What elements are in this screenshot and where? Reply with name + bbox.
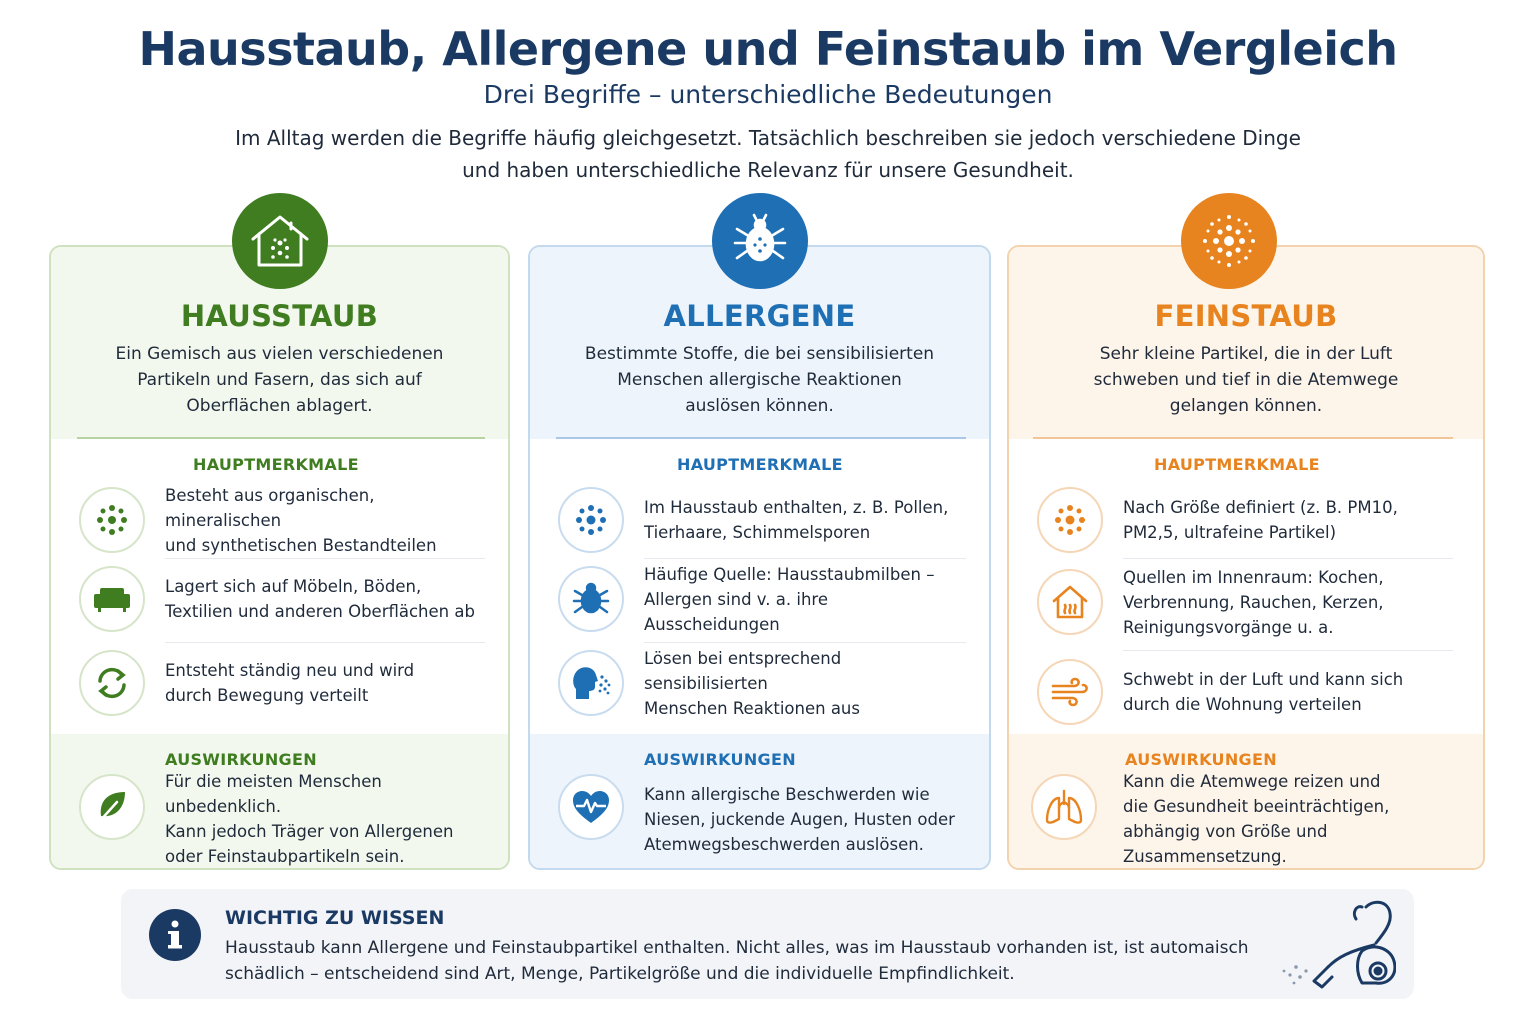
sofa-icon bbox=[79, 566, 145, 632]
feature-text bbox=[644, 495, 948, 545]
feature-line: Textilien und anderen Oberflächen ab bbox=[165, 602, 475, 621]
feature-line: Lagert sich auf Möbeln, Böden, bbox=[165, 577, 422, 596]
wind-icon bbox=[1037, 659, 1103, 725]
effects-line: Kann die Atemwege reizen und bbox=[1123, 772, 1381, 791]
effects-line: Kann jedoch Träger von Allergenen bbox=[165, 822, 454, 841]
feature-text bbox=[165, 483, 484, 558]
effects-heading: AUSWIRKUNGEN bbox=[1125, 750, 1277, 769]
info-heading: WICHTIG ZU WISSEN bbox=[225, 907, 445, 929]
heart-pulse-icon bbox=[558, 774, 624, 840]
head-breathing-icon bbox=[558, 650, 624, 716]
feature-line: Häufige Quelle: Hausstaubmilben – bbox=[644, 564, 935, 584]
desc-line: schweben und tief in die Atemwege bbox=[1093, 370, 1399, 390]
desc-line: auslösen können. bbox=[685, 396, 834, 416]
mite-icon bbox=[712, 193, 808, 289]
feature-line: PM2,5, ultrafeine Partikel) bbox=[1123, 523, 1337, 542]
card-feinstaub bbox=[1007, 245, 1485, 870]
feature-line: Besteht aus organischen, mineralischen bbox=[165, 485, 375, 530]
feature-text bbox=[644, 646, 965, 721]
mite-icon bbox=[558, 566, 624, 632]
feature-text bbox=[644, 562, 965, 637]
feature-line: Quellen im Innenraum: Kochen, bbox=[1123, 567, 1384, 587]
feature-item bbox=[558, 644, 965, 722]
info-box bbox=[121, 889, 1414, 999]
effects-heading: AUSWIRKUNGEN bbox=[165, 750, 317, 769]
effects-line: Atemwegsbeschwerden auslösen. bbox=[644, 834, 924, 854]
card-description bbox=[91, 341, 468, 419]
feature-line: Schwebt in der Luft und kann sich bbox=[1123, 670, 1404, 689]
feature-line: durch die Wohnung verteilen bbox=[1123, 695, 1362, 714]
desc-line: Partikeln und Fasern, das sich auf bbox=[137, 370, 422, 390]
particles-icon bbox=[1037, 487, 1103, 553]
info-line: Hausstaub kann Allergene und Feinstaubpartikel enthalten. Nicht alles, was im Hausstaub vorhanden ist, ist automaisch bbox=[225, 938, 1249, 958]
card-description bbox=[1049, 341, 1443, 419]
card-title: FEINSTAUB bbox=[1154, 299, 1338, 333]
card-title: ALLERGENE bbox=[663, 299, 856, 333]
house-icon bbox=[232, 193, 328, 289]
feature-line: Nach Größe definiert (z. B. PM10, bbox=[1123, 498, 1398, 517]
house-heat-icon bbox=[1037, 569, 1103, 635]
intro-text bbox=[150, 122, 1386, 186]
fine-particles-icon bbox=[1181, 193, 1277, 289]
desc-line: Oberflächen ablagert. bbox=[186, 396, 373, 416]
effects-heading: AUSWIRKUNGEN bbox=[644, 750, 796, 769]
desc-line: Sehr kleine Partikel, die in der Luft bbox=[1099, 344, 1393, 364]
lungs-icon bbox=[1031, 774, 1097, 840]
feature-text bbox=[1123, 667, 1403, 717]
particles-icon bbox=[558, 487, 624, 553]
feature-item bbox=[79, 644, 484, 722]
desc-line: Bestimmte Stoffe, die bei sensibilisierten bbox=[584, 344, 935, 364]
effects-text bbox=[165, 769, 484, 869]
card-hausstaub bbox=[49, 245, 510, 870]
effects-line: Für die meisten Menschen unbedenklich. bbox=[165, 772, 382, 816]
desc-line: gelangen können. bbox=[1169, 396, 1323, 416]
effects-line: Niesen, juckende Augen, Husten oder bbox=[644, 809, 955, 829]
feature-item bbox=[1037, 481, 1459, 559]
feature-item bbox=[79, 481, 484, 559]
feature-line: Verbrennung, Rauchen, Kerzen, bbox=[1123, 592, 1384, 612]
feature-item bbox=[1037, 560, 1459, 644]
feature-line: Allergen sind v. a. ihre Ausscheidungen bbox=[644, 589, 828, 634]
effects-text bbox=[1123, 769, 1475, 869]
info-icon bbox=[149, 909, 201, 961]
page-subtitle: Drei Begriffe – unterschiedliche Bedeutungen bbox=[483, 80, 1053, 109]
leaf-icon bbox=[79, 774, 145, 840]
page-title: Hausstaub, Allergene und Feinstaub im Vergleich bbox=[138, 22, 1398, 76]
effects-text bbox=[644, 782, 955, 857]
feature-text bbox=[1123, 495, 1398, 545]
feature-item bbox=[558, 560, 965, 638]
feature-line: und synthetischen Bestandteilen bbox=[165, 535, 437, 555]
feature-item bbox=[1037, 653, 1459, 731]
feature-text bbox=[165, 658, 414, 708]
feature-line: Menschen Reaktionen aus bbox=[644, 698, 860, 718]
feature-text bbox=[165, 574, 475, 624]
features-heading: HAUPTMERKMALE bbox=[193, 455, 359, 474]
effects-line: abhängig von Größe und Zusammensetzung. bbox=[1123, 822, 1328, 866]
recycle-arrows-icon bbox=[79, 650, 145, 716]
desc-line: Ein Gemisch aus vielen verschiedenen bbox=[115, 344, 444, 364]
feature-line: Im Hausstaub enthalten, z. B. Pollen, bbox=[644, 498, 949, 517]
feature-item bbox=[79, 560, 484, 638]
effects-item bbox=[1031, 757, 1475, 866]
feature-line: Entsteht ständig neu und wird bbox=[165, 661, 415, 680]
card-allergene bbox=[528, 245, 991, 870]
feature-line: durch Bewegung verteilt bbox=[165, 686, 369, 705]
card-description bbox=[570, 341, 949, 419]
vacuum-cleaner-icon bbox=[1266, 895, 1396, 997]
effects-item bbox=[79, 757, 484, 866]
info-line: schädlich – entscheidend sind Art, Menge, Partikelgröße und die individuelle Empfindlichkeit. bbox=[225, 964, 1015, 984]
feature-line: Lösen bei entsprechend sensibilisierten bbox=[644, 648, 842, 693]
card-title: HAUSSTAUB bbox=[180, 299, 379, 333]
effects-line: die Gesundheit beeinträchtigen, bbox=[1123, 797, 1390, 816]
intro-line: Im Alltag werden die Begriffe häufig gleichgesetzt. Tatsächlich beschreiben sie jedoch verschiedene Dinge bbox=[235, 126, 1301, 150]
desc-line: Menschen allergische Reaktionen bbox=[617, 370, 902, 390]
info-text bbox=[225, 935, 1265, 987]
features-heading: HAUPTMERKMALE bbox=[677, 455, 843, 474]
effects-line: Kann allergische Beschwerden wie bbox=[644, 784, 930, 804]
feature-item bbox=[558, 481, 965, 559]
feature-line: Tierhaare, Schimmelsporen bbox=[644, 523, 871, 542]
effects-line: oder Feinstaubpartikeln sein. bbox=[165, 847, 405, 866]
intro-line: und haben unterschiedliche Relevanz für unsere Gesundheit. bbox=[462, 158, 1074, 182]
feature-line: Reinigungsvorgänge u. a. bbox=[1123, 617, 1334, 637]
effects-item bbox=[558, 757, 965, 857]
features-heading: HAUPTMERKMALE bbox=[1154, 455, 1320, 474]
feature-text bbox=[1123, 565, 1384, 640]
particles-icon bbox=[79, 487, 145, 553]
